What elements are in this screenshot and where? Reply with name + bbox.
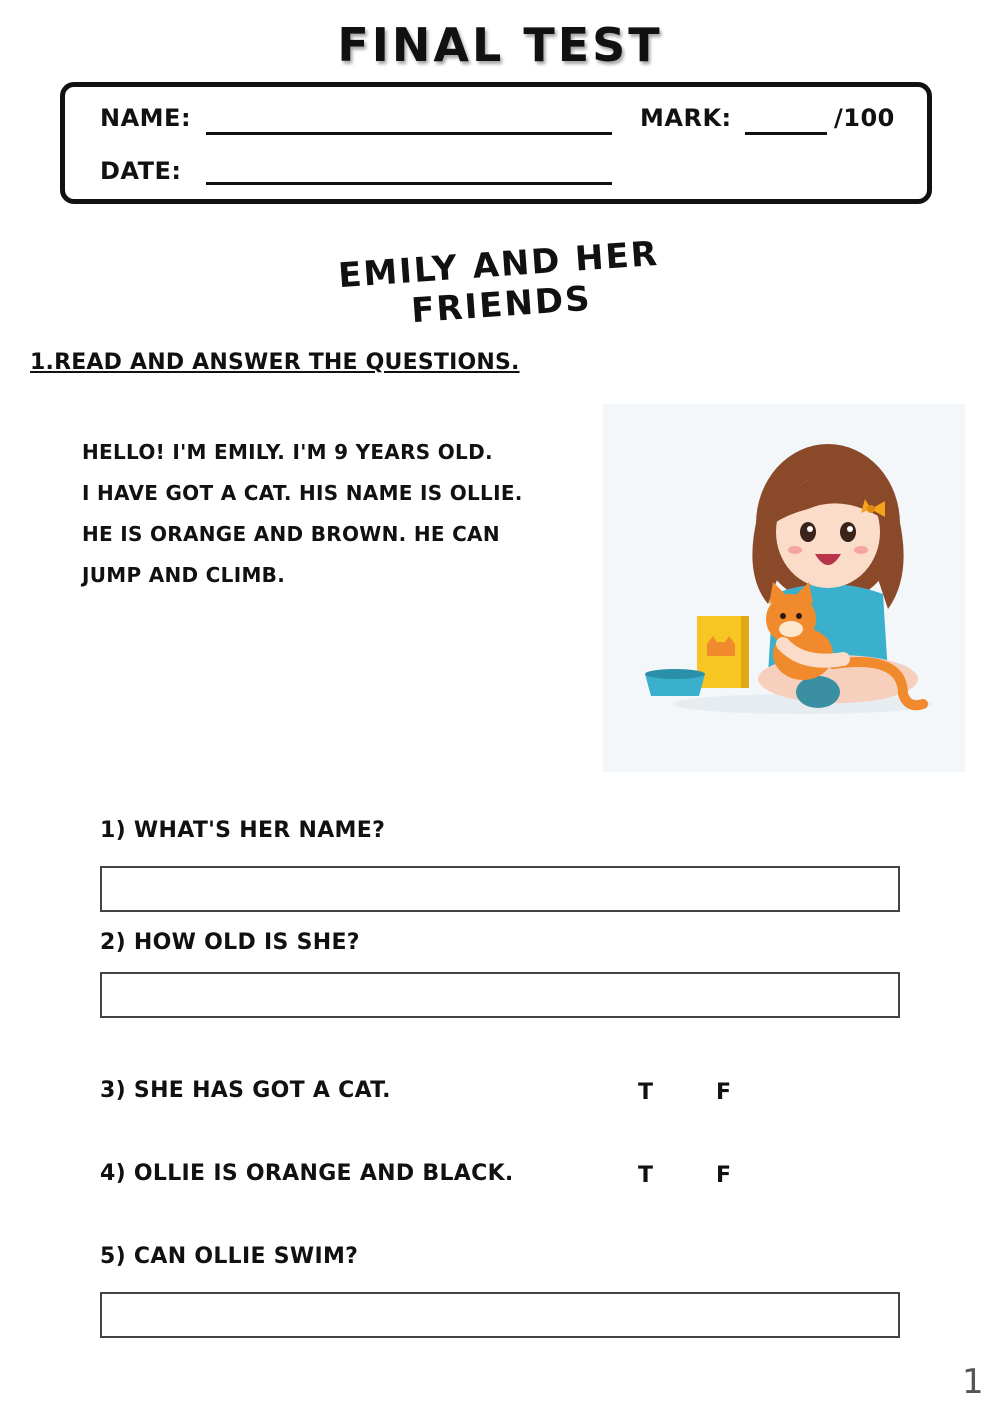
true-option-3[interactable]: T [638, 1080, 654, 1105]
page-title: FINAL TEST [337, 18, 663, 72]
question-1: 1) WHAT'S HER NAME? [100, 818, 386, 843]
name-field[interactable] [206, 132, 612, 135]
date-label: DATE: [100, 157, 182, 185]
answer-box-1[interactable] [100, 866, 900, 912]
question-5: 5) CAN OLLIE SWIM? [100, 1244, 359, 1269]
answer-box-2[interactable] [100, 972, 900, 1018]
page-number: 1 [962, 1362, 984, 1402]
reading-passage [82, 436, 582, 600]
name-label: NAME: [100, 104, 192, 132]
girl-with-cat-illustration [603, 404, 965, 772]
section-heading: 1.READ AND ANSWER THE QUESTIONS. [30, 350, 520, 375]
story-line: HELLO! I'M EMILY. I'M 9 YEARS OLD. [82, 440, 493, 464]
story-line: HE IS ORANGE AND BROWN. HE CAN [82, 522, 500, 546]
question-4: 4) OLLIE IS ORANGE AND BLACK. [100, 1161, 514, 1186]
question-3: 3) SHE HAS GOT A CAT. [100, 1078, 391, 1103]
date-field[interactable] [206, 182, 612, 185]
mark-total: /100 [834, 104, 895, 132]
question-2: 2) HOW OLD IS SHE? [100, 930, 360, 955]
false-option-4[interactable]: F [716, 1163, 732, 1188]
answer-box-5[interactable] [100, 1292, 900, 1338]
worksheet-subtitle: EMILY AND HER FRIENDS [336, 233, 661, 332]
false-option-3[interactable]: F [716, 1080, 732, 1105]
story-line: I HAVE GOT A CAT. HIS NAME IS OLLIE. [82, 481, 523, 505]
mark-field[interactable] [745, 132, 827, 135]
story-line: JUMP AND CLIMB. [82, 563, 286, 587]
student-info-box [60, 82, 932, 204]
mark-label: MARK: [640, 104, 732, 132]
true-option-4[interactable]: T [638, 1163, 654, 1188]
girl-with-cat-icon [603, 404, 965, 772]
